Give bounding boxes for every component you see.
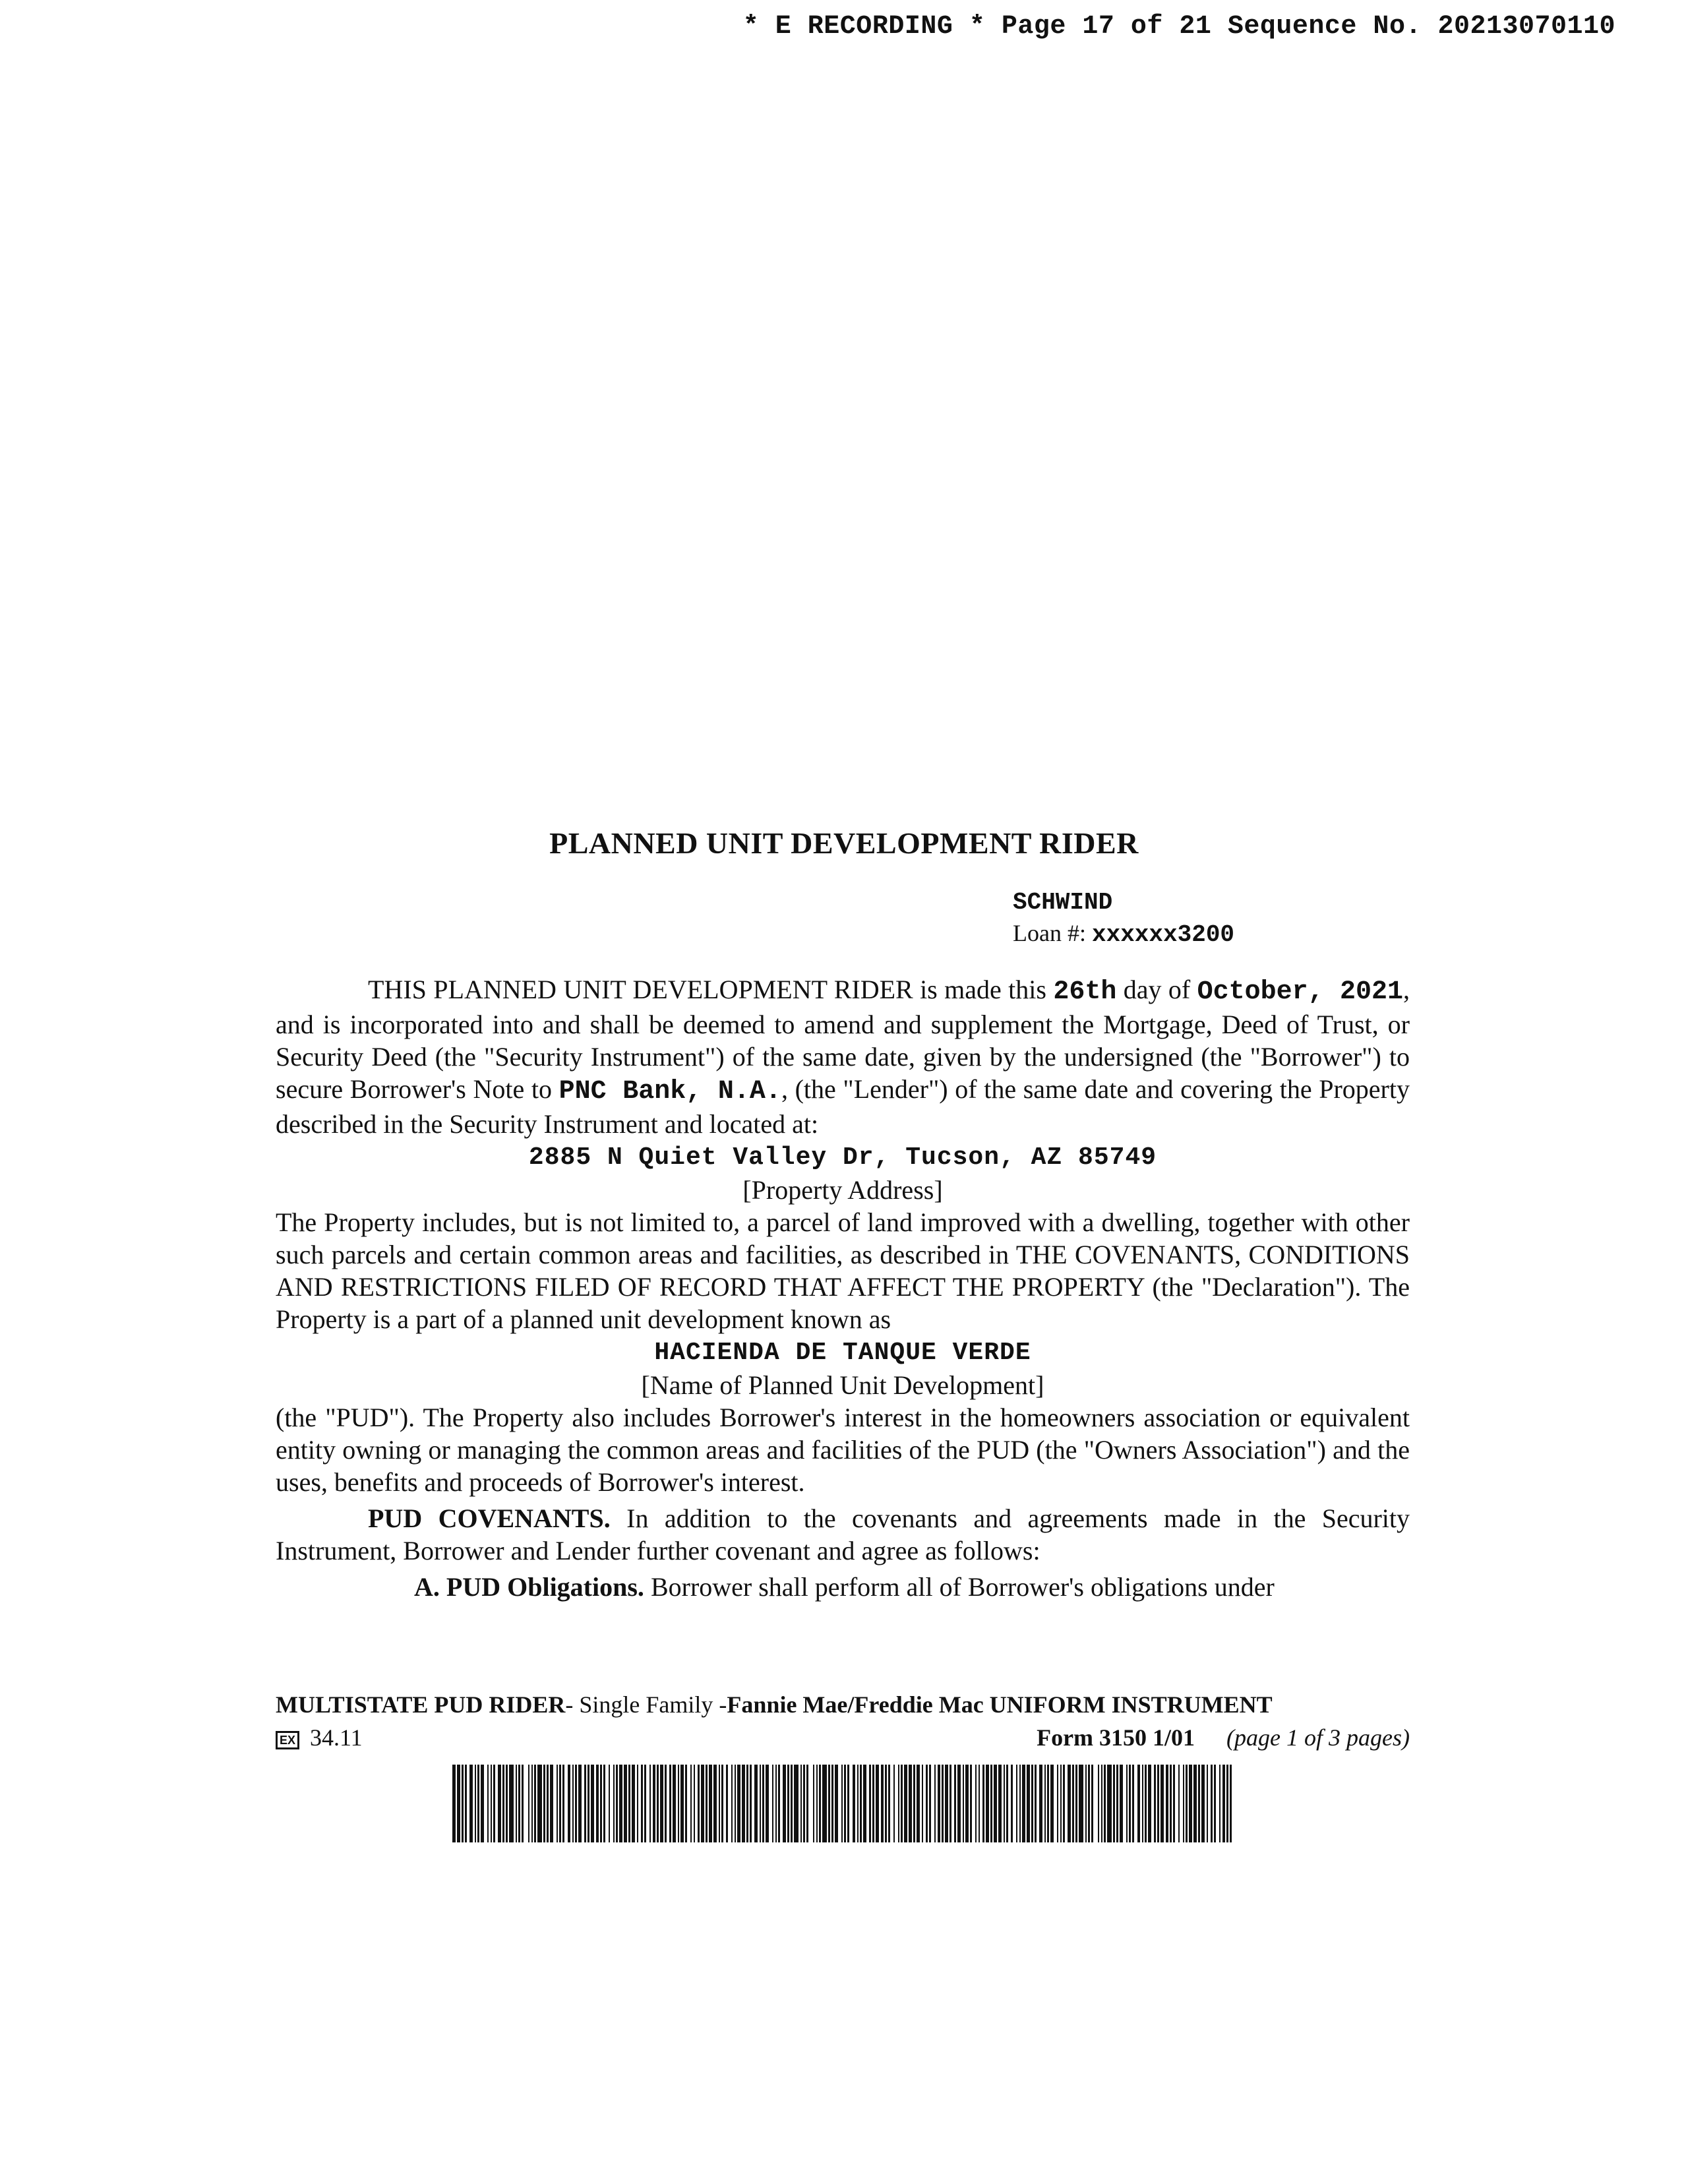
lender-name: PNC Bank, N.A. [558, 1077, 781, 1107]
form-number: Form 3150 1/01 [1037, 1724, 1195, 1751]
pud-covenants-text: In addition to the covenants and agreements made in the Security Instrument, Borrower and Lender further covenant and agree as follows: [276, 1503, 1410, 1565]
owners-association-paragraph: (the "PUD"). The Property also includes Borrower's interest in the homeowners association or equivalent entity owning or managing the common areas and facilities of the PUD (the "Owners Association") and the uses, benefits and proceeds of Borrower's interest. [276, 1403, 1410, 1497]
pud-obligations-heading: A. PUD Obligations. [414, 1572, 644, 1602]
pud-obligations-paragraph [276, 1571, 1410, 1603]
form-version-group [276, 1721, 363, 1754]
form-number-group [1037, 1721, 1410, 1754]
intro-text-3: , and is incorporated into and shall be deemed to amend and supplement the Mortgage, Deed of Trust, or Security Deed (the "Security Instrument") of the same date, given by the undersigned (the "Borrower") to secure Borrower's Note to [276, 975, 1410, 1104]
form-title-line [276, 1688, 1410, 1721]
property-address-label: [Property Address] [742, 1175, 943, 1205]
form-info-line [276, 1721, 1410, 1754]
loan-number: xxxxxx3200 [1091, 921, 1235, 948]
document-body [276, 973, 1410, 1603]
form-subtitle-1: - Single Family - [565, 1691, 727, 1718]
pud-obligations-text: Borrower shall perform all of Borrower's obligations under [644, 1572, 1275, 1602]
pud-covenants-paragraph [276, 1502, 1410, 1567]
loan-label: Loan #: [1013, 920, 1092, 946]
rider-day: 26th [1053, 977, 1117, 1007]
declaration-paragraph: The Property includes, but is not limited to, a parcel of land improved with a dwelling, together with other such parcels and certain common areas and facilities, as described in THE COVENANTS, CONDITIONS AND RESTRICTIONS FILED OF RECORD THAT AFFECT THE PROPERTY (the "Declaration"). The Property is a part of a planned unit development known as [276, 1207, 1410, 1334]
form-title: MULTISTATE PUD RIDER [276, 1691, 566, 1718]
ex-logo-icon: EX [276, 1731, 299, 1749]
intro-text-1: THIS PLANNED UNIT DEVELOPMENT RIDER is made this [368, 975, 1054, 1004]
document-title: PLANNED UNIT DEVELOPMENT RIDER [549, 826, 1139, 860]
intro-text-4: , (the "Lender") of the same date and covering the Property described in the Security Instrument and located at: [276, 1074, 1410, 1139]
barcode-icon [452, 1765, 1232, 1842]
loan-number-line [1013, 918, 1234, 950]
intro-text-2: day of [1116, 975, 1197, 1004]
form-footer [276, 1688, 1410, 1754]
intro-paragraph [276, 973, 1410, 1140]
pud-name: HACIENDA DE TANQUE VERDE [654, 1339, 1031, 1367]
property-address: 2885 N Quiet Valley Dr, Tucson, AZ 85749 [528, 1143, 1157, 1172]
form-version: 34.11 [310, 1724, 363, 1751]
page-info: (page 1 of 3 pages) [1226, 1724, 1410, 1751]
recording-header: * E RECORDING * Page 17 of 21 Sequence No. 20213070110 [742, 12, 1615, 42]
form-subtitle-2: Fannie Mae/Freddie Mac UNIFORM INSTRUMENT [727, 1691, 1273, 1718]
pud-covenants-heading: PUD COVENANTS. [368, 1503, 611, 1533]
pud-name-label: [Name of Planned Unit Development] [641, 1370, 1044, 1400]
rider-month-year: October, 2021 [1197, 977, 1403, 1007]
borrower-block [1013, 888, 1234, 950]
borrower-name: SCHWIND [1013, 889, 1113, 916]
